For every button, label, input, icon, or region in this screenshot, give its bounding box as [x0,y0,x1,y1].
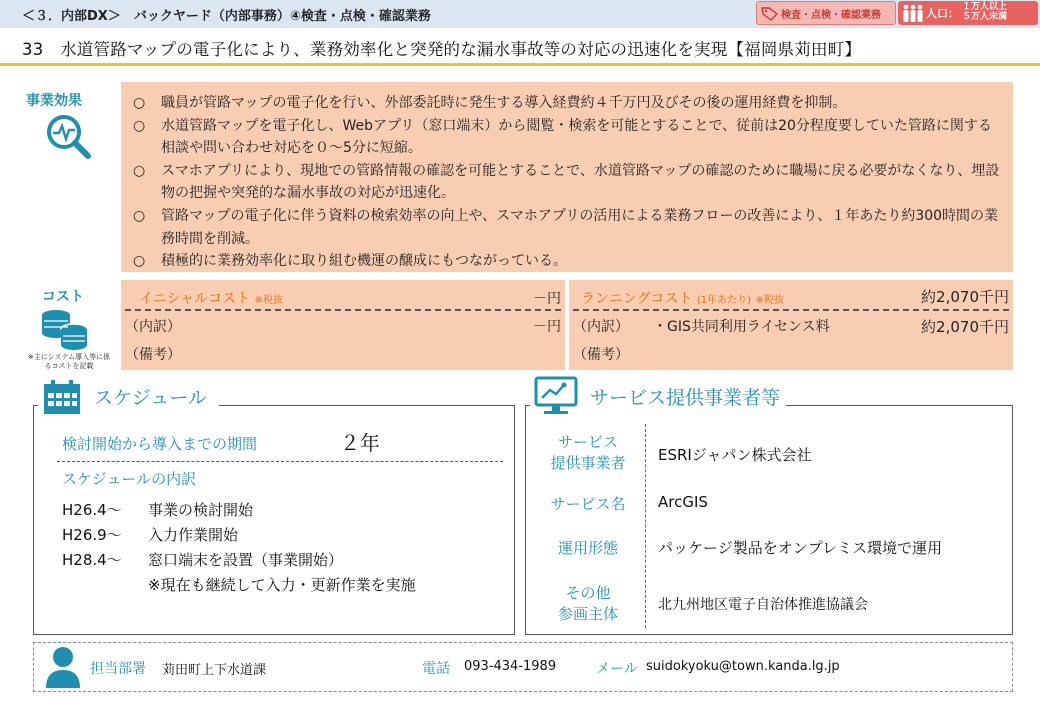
computer-monitor-icon [534,376,578,416]
service-header [530,376,781,418]
schedule-header [38,380,207,420]
phone-value: 093-434-1989 [464,659,557,674]
service-provider-label: サービス 提供事業者 [550,433,626,472]
running-cost-value: 約2,070千円 [921,288,1009,306]
breadcrumb: ＜３．内部DX＞ バックヤード（内部事務）④検査・点検・確認業務 [22,9,431,24]
cost-label: コスト [42,289,84,305]
people-icon [901,3,925,23]
person-icon [44,646,82,688]
category-tag [756,1,896,25]
period-label: 検討開始から導入までの期間 [62,435,258,453]
period-value: ２年 [340,431,380,455]
population-label: 人口： [926,7,959,20]
mail-value: suidokyoku@town.kanda.lg.jp [646,659,840,674]
schedule-title: スケジュール [88,383,219,410]
running-breakdown-item: ・GIS共同利用ライセンス料 [653,319,830,335]
divider [125,309,561,311]
schedule-breakdown-label: スケジュールの内訳 [62,470,197,488]
initial-breakdown-value: －円 [533,319,561,335]
list-item: ○ 水道管路マップを電子化し、Webアプリ（窓口端末）から閲覧・検索を可能とすることで、従前は20分程度要していた管路に関する相談や問い合わせ対応を０～5分に短縮。 [133,117,992,157]
list-item: H28.4～ 窓口端末を設置（事業開始） [62,551,344,569]
schedule-note: ※現在も継続して入力・更新作業を実施 [148,576,416,594]
running-remarks-label: （備考） [573,347,629,363]
mail-label: メール [596,661,638,677]
initial-remarks-label: （備考） [125,347,181,363]
operation-form-label: 運用形態 [557,539,618,557]
category-tag-label: 検査・点検・確認業務 [781,10,881,21]
running-cost-title: ランニングコスト [581,291,693,307]
list-item: ○ 管路マップの電子化に伴う資料の検索効率の向上や、スマホアプリの活用による業務フローの改善により、１年あたり約300時間の業務時間を削減。 [133,207,999,247]
service-title: サービス提供事業者等 [584,383,786,410]
list-item: ○ 職員が管路マップの電子化を行い、外部委託時に発生する導入経費約４千万円及びその後の運用経費を抑制。 [133,95,847,111]
list-item: ○ スマホアプリにより、現地での管路情報の確認を可能とすることで、水道管路マップの確認のために職場に戻る必要がなくなり、埋設物の把握や突発的な漏水事故の対応が迅速化。 [133,162,1000,202]
other-participants-value: 北九州地区電子自治体推進協議会 [658,597,868,613]
initial-cost-title: イニシャルコスト [139,291,251,307]
list-item: H26.9～ 入力作業開始 [62,526,239,544]
running-breakdown-value: 約2,070千円 [921,318,1009,336]
effect-list [133,92,1005,273]
coins-icon [38,305,90,351]
dept-label: 担当部署 [90,661,146,677]
magnifier-chart-icon [44,112,92,160]
running-cost-per-year: (1年あたり) [696,295,752,306]
service-provider-value: ESRIジャパン株式会社 [658,446,812,464]
list-item: ○ 積極的に業務効率化に取り組む機運の醸成にもつながっている。 [133,253,567,270]
list-item: H26.4～ 事業の検討開始 [62,501,254,519]
divider [645,424,646,628]
running-cost-tax: ※税抜 [755,295,784,306]
tag-icon [761,5,779,21]
initial-cost-panel [121,280,565,370]
schedule-list [62,498,416,598]
title-underline [0,63,1040,66]
calendar-icon [42,380,82,416]
service-name-label: サービス名 [550,495,626,513]
dept-value: 苅田町上下水道課 [162,663,267,678]
effect-panel [121,82,1013,272]
initial-breakdown-label: （内訳） [125,319,181,335]
operation-form-value: パッケージ製品をオンプレミス環境で運用 [658,539,943,557]
divider [57,461,503,462]
running-cost-panel [569,280,1013,370]
other-participants-label: その他 参画主体 [557,584,618,623]
running-breakdown-label: （内訳） [573,319,629,335]
page-title: 33 水道管路マップの電子化により、業務効率化と突発的な漏水事故等の対応の迅速化を実現【福岡県苅田町】 [22,40,862,59]
population-value: １万人以上 ５万人未満 [962,2,1008,22]
population-badge [898,1,1038,25]
service-name-value: ArcGIS [658,493,708,511]
initial-cost-value: －円 [533,291,561,307]
divider [573,309,1009,311]
phone-label: 電話 [422,661,450,677]
cost-note: ※主にシステム導入等に係るコストを記載 [27,353,111,370]
initial-cost-tax: ※税抜 [254,295,284,306]
effect-label: 事業効果 [26,93,82,109]
